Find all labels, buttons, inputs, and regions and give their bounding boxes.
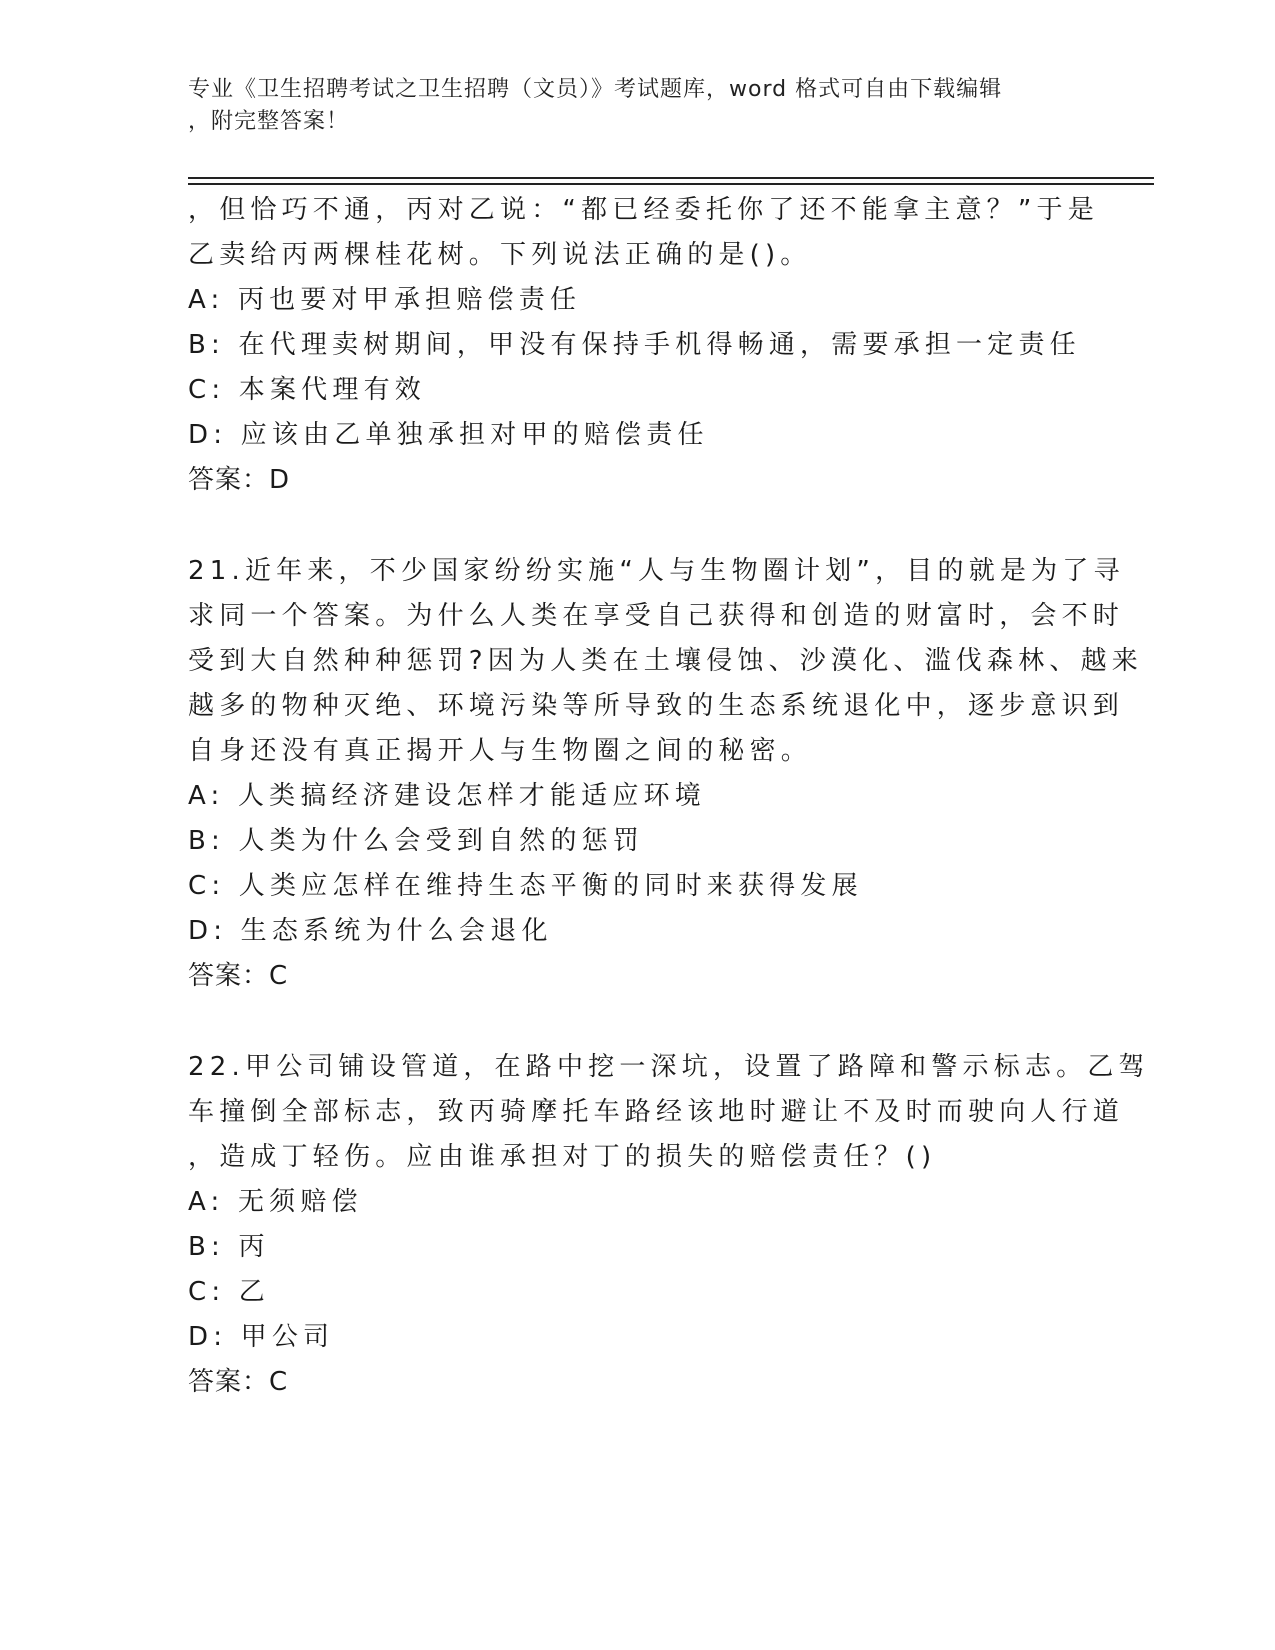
option-c: C: 人类应怎样在维持生态平衡的同时来获得发展 <box>188 871 863 901</box>
question-20 <box>188 188 1099 503</box>
question-21 <box>188 549 1144 999</box>
option-d: D: 应该由乙单独承担对甲的赔偿责任 <box>188 420 709 450</box>
option-c: C: 乙 <box>188 1277 270 1307</box>
header-divider-top <box>188 177 1154 179</box>
question-stem-line: 车撞倒全部标志，致丙骑摩托车路经该地时避让不及时而驶向人行道 <box>188 1097 1125 1127</box>
option-b: B: 人类为什么会受到自然的惩罚 <box>188 826 645 856</box>
question-stem-line: 22.甲公司铺设管道，在路中挖一深坑，设置了路障和警示标志。乙驾 <box>188 1052 1150 1082</box>
option-c: C: 本案代理有效 <box>188 375 426 405</box>
option-a: A: 无须赔偿 <box>188 1187 363 1217</box>
option-b: B: 丙 <box>188 1232 270 1262</box>
question-stem-line: 乙卖给丙两棵桂花树。下列说法正确的是()。 <box>188 240 812 270</box>
spacer <box>188 503 1088 549</box>
question-stem-line: 求同一个答案。为什么人类在享受自己获得和创造的财富时，会不时 <box>188 601 1125 631</box>
question-stem-line: 21.近年来，不少国家纷纷实施“人与生物圈计划”，目的就是为了寻 <box>188 556 1125 586</box>
answer: 答案：C <box>188 961 289 991</box>
question-stem-line: 自身还没有真正揭开人与生物圈之间的秘密。 <box>188 736 813 766</box>
question-stem-line: ，造成丁轻伤。应由谁承担对丁的损失的赔偿责任？() <box>188 1142 937 1172</box>
header-line-1: 专业《卫生招聘考试之卫生招聘（文员）》考试题库，word 格式可自由下载编辑 <box>188 77 1003 102</box>
spacer <box>188 999 1088 1045</box>
option-d: D: 甲公司 <box>188 1322 335 1352</box>
option-a: A: 丙也要对甲承担赔偿责任 <box>188 285 582 315</box>
question-22 <box>188 1045 1150 1405</box>
header-divider-bottom <box>188 183 1154 185</box>
answer: 答案：D <box>188 465 291 495</box>
option-d: D: 生态系统为什么会退化 <box>188 916 553 946</box>
question-stem-line: ，但恰巧不通，丙对乙说：“都已经委托你了还不能拿主意？”于是 <box>188 195 1099 225</box>
question-stem-line: 越多的物种灭绝、环境污染等所导致的生态系统退化中，逐步意识到 <box>188 691 1125 721</box>
document-body <box>188 188 1150 1405</box>
option-b: B: 在代理卖树期间，甲没有保持手机得畅通，需要承担一定责任 <box>188 330 1081 360</box>
option-a: A: 人类搞经济建设怎样才能适应环境 <box>188 781 706 811</box>
header-line-2: ，附完整答案！ <box>188 109 350 134</box>
document-header <box>188 74 1068 138</box>
question-stem-line: 受到大自然种种惩罚?因为人类在土壤侵蚀、沙漠化、滥伐森林、越来 <box>188 646 1144 676</box>
answer: 答案：C <box>188 1367 289 1397</box>
